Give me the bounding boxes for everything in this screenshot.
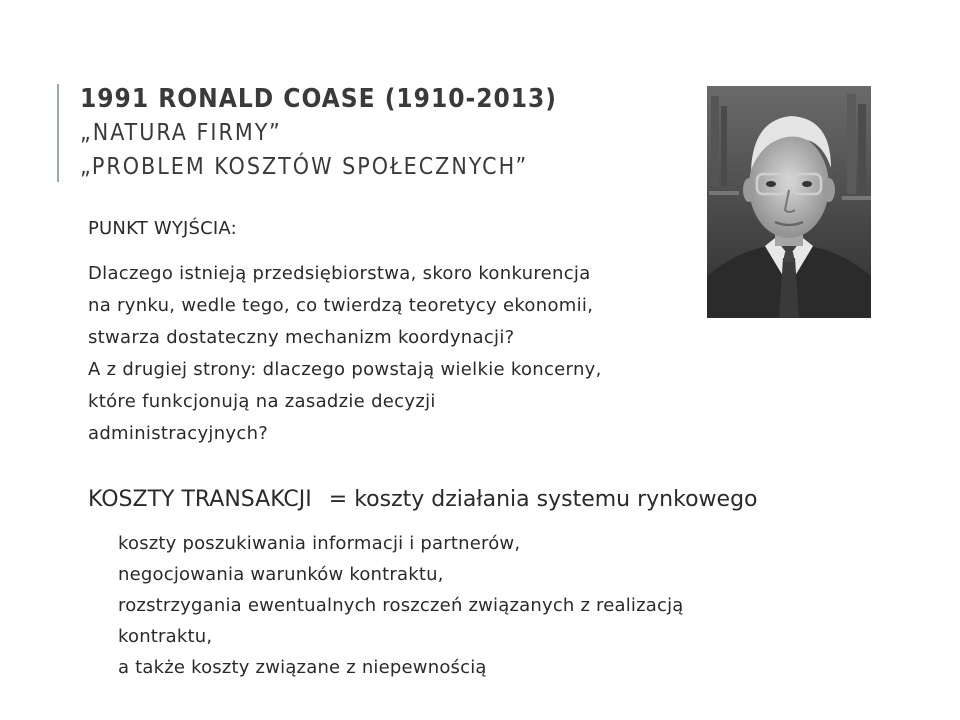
question-line: Dlaczego istnieją przedsiębiorstwa, skoro konkurencja: [88, 263, 591, 284]
transaction-costs-term: KOSZTY TRANSAKCJI: [88, 487, 312, 512]
question-line: A z drugiej strony: dlaczego powstają wielkie koncerny,: [88, 359, 602, 380]
slide-title: [80, 82, 680, 184]
title-main: 1991 RONALD COASE (1910-2013): [80, 84, 557, 114]
list-item: kontraktu,: [118, 626, 213, 647]
transaction-costs-definition: [88, 480, 928, 520]
title-work-1: „NATURA FIRMY”: [80, 120, 282, 146]
intro-section: [88, 214, 708, 450]
list-item: rozstrzygania ewentualnych roszczeń związanych z realizacją: [118, 595, 684, 616]
question-line: stwarza dostateczny mechanizm koordynacji?: [88, 327, 515, 348]
transaction-costs-meaning: = koszty działania systemu rynkowego: [328, 487, 758, 512]
list-item: a także koszty związane z niepewnością: [118, 657, 487, 678]
starting-point-label: PUNKT WYJŚCIA:: [88, 218, 237, 239]
cost-items-list: [118, 528, 858, 683]
list-item: negocjowania warunków kontraktu,: [118, 564, 444, 585]
question-line: na rynku, wedle tego, co twierdzą teoretycy ekonomii,: [88, 295, 594, 316]
title-work-2: „PROBLEM KOSZTÓW SPOŁECZNYCH”: [80, 154, 529, 180]
question-line: administracyjnych?: [88, 423, 269, 444]
portrait-photo: [707, 86, 871, 318]
research-question: [88, 258, 708, 450]
question-line: które funkcjonują na zasadzie decyzji: [88, 391, 436, 412]
title-accent-bar: [57, 84, 59, 182]
list-item: koszty poszukiwania informacji i partnerów,: [118, 533, 521, 554]
